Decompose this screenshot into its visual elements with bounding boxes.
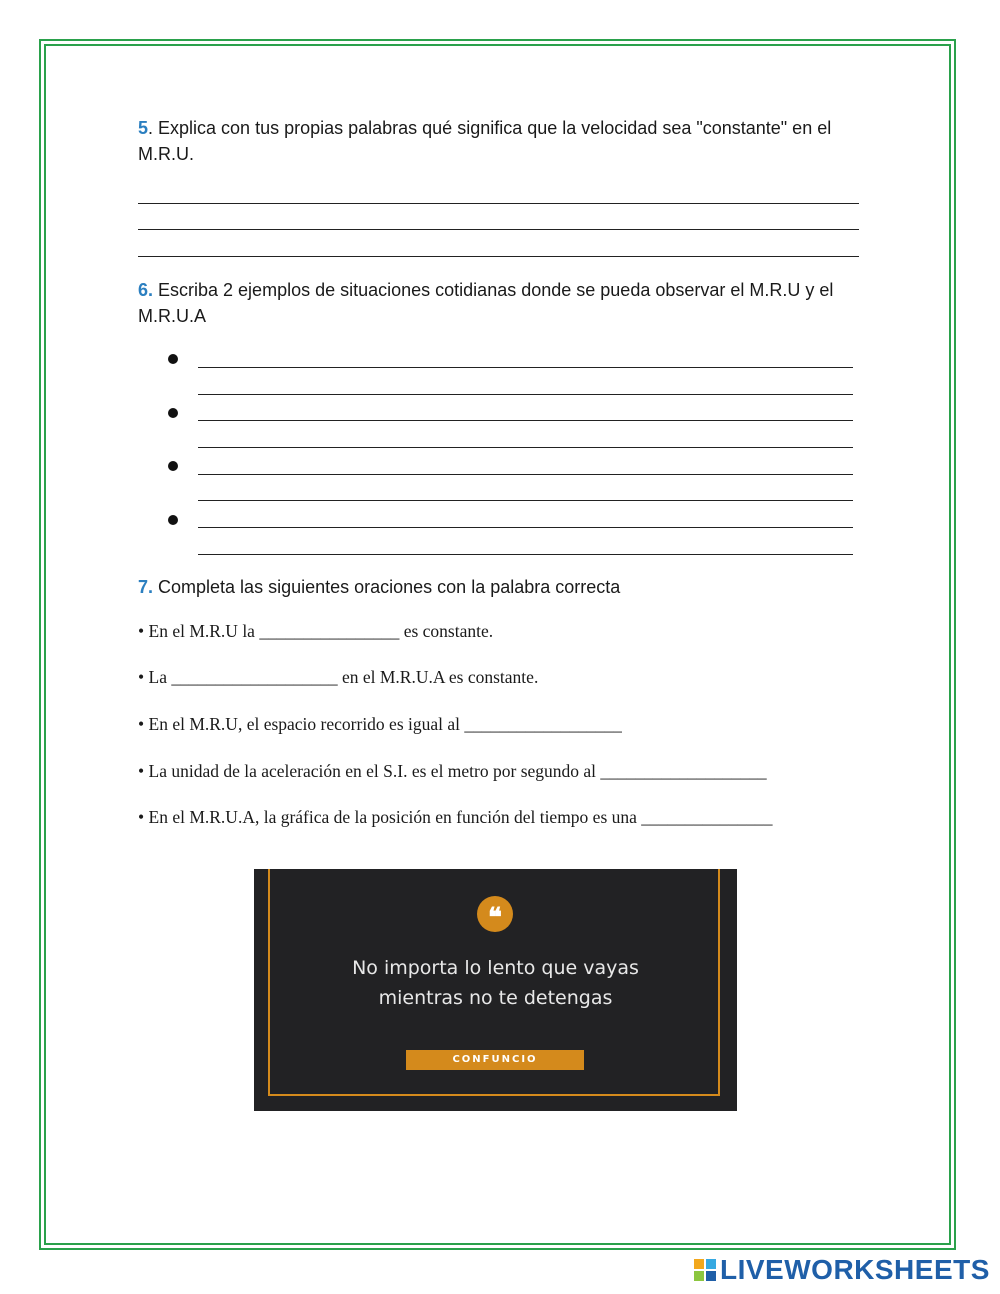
- fill-sentence-5[interactable]: • En el M.R.U.A, la gráfica de la posición en función del tiempo es una _______________: [138, 807, 773, 827]
- bullet-1: [168, 354, 178, 364]
- quote-marks-icon: ❝: [477, 896, 513, 932]
- question-5-text: . Explica con tus propias palabras qué significa que la velocidad sea "constante" en el M.R.U.: [138, 118, 832, 164]
- answer-line-q5-1[interactable]: [138, 203, 859, 204]
- answer-line-q5-3[interactable]: [138, 256, 859, 257]
- fill-sentence-2[interactable]: • La ___________________ en el M.R.U.A es constante.: [138, 667, 539, 687]
- liveworksheets-logo-icon: [694, 1259, 716, 1281]
- answer-line-q6-4b[interactable]: [198, 554, 853, 555]
- question-6-text: Escriba 2 ejemplos de situaciones cotidianas donde se pueda observar el M.R.U y el M.R.U.A: [138, 280, 834, 326]
- quote-card: [254, 869, 737, 1111]
- answer-line-q6-1b[interactable]: [198, 394, 853, 395]
- fill-sentence-3[interactable]: • En el M.R.U, el espacio recorrido es igual al __________________: [138, 714, 622, 734]
- brand-name: LIVEWORKSHEETS: [720, 1254, 990, 1285]
- quote-line-1: No importa lo lento que vayas: [352, 957, 639, 979]
- answer-line-q6-3b[interactable]: [198, 500, 853, 501]
- question-7-number: 7.: [138, 577, 154, 597]
- answer-line-q6-4a[interactable]: [198, 527, 853, 528]
- question-5-number: 5: [138, 118, 149, 138]
- answer-line-q6-3a[interactable]: [198, 474, 853, 475]
- question-6: [138, 277, 862, 329]
- bullet-3: [168, 461, 178, 471]
- fill-sentence-4[interactable]: • La unidad de la aceleración en el S.I. es el metro por segundo al ___________________: [138, 761, 767, 781]
- question-6-number: 6.: [138, 280, 154, 300]
- quote-line-2: mientras no te detengas: [378, 987, 613, 1009]
- fill-sentence-1[interactable]: • En el M.R.U la ________________ es constante.: [138, 621, 494, 641]
- quote-text: [254, 953, 737, 1013]
- answer-line-q6-2a[interactable]: [198, 420, 853, 421]
- quote-author: CONFUNCIO: [406, 1050, 584, 1070]
- liveworksheets-brand: [694, 1254, 990, 1286]
- logo-square-1: [694, 1259, 704, 1269]
- question-5: [138, 115, 862, 167]
- answer-line-q6-2b[interactable]: [198, 447, 853, 448]
- bullet-2: [168, 408, 178, 418]
- answer-line-q5-2[interactable]: [138, 229, 859, 230]
- question-7: [138, 574, 862, 600]
- logo-square-4: [706, 1271, 716, 1281]
- answer-line-q6-1a[interactable]: [198, 367, 853, 368]
- question-7-text: Completa las siguientes oraciones con la palabra correcta: [153, 577, 621, 597]
- bullet-4: [168, 515, 178, 525]
- logo-square-3: [694, 1271, 704, 1281]
- logo-square-2: [706, 1259, 716, 1269]
